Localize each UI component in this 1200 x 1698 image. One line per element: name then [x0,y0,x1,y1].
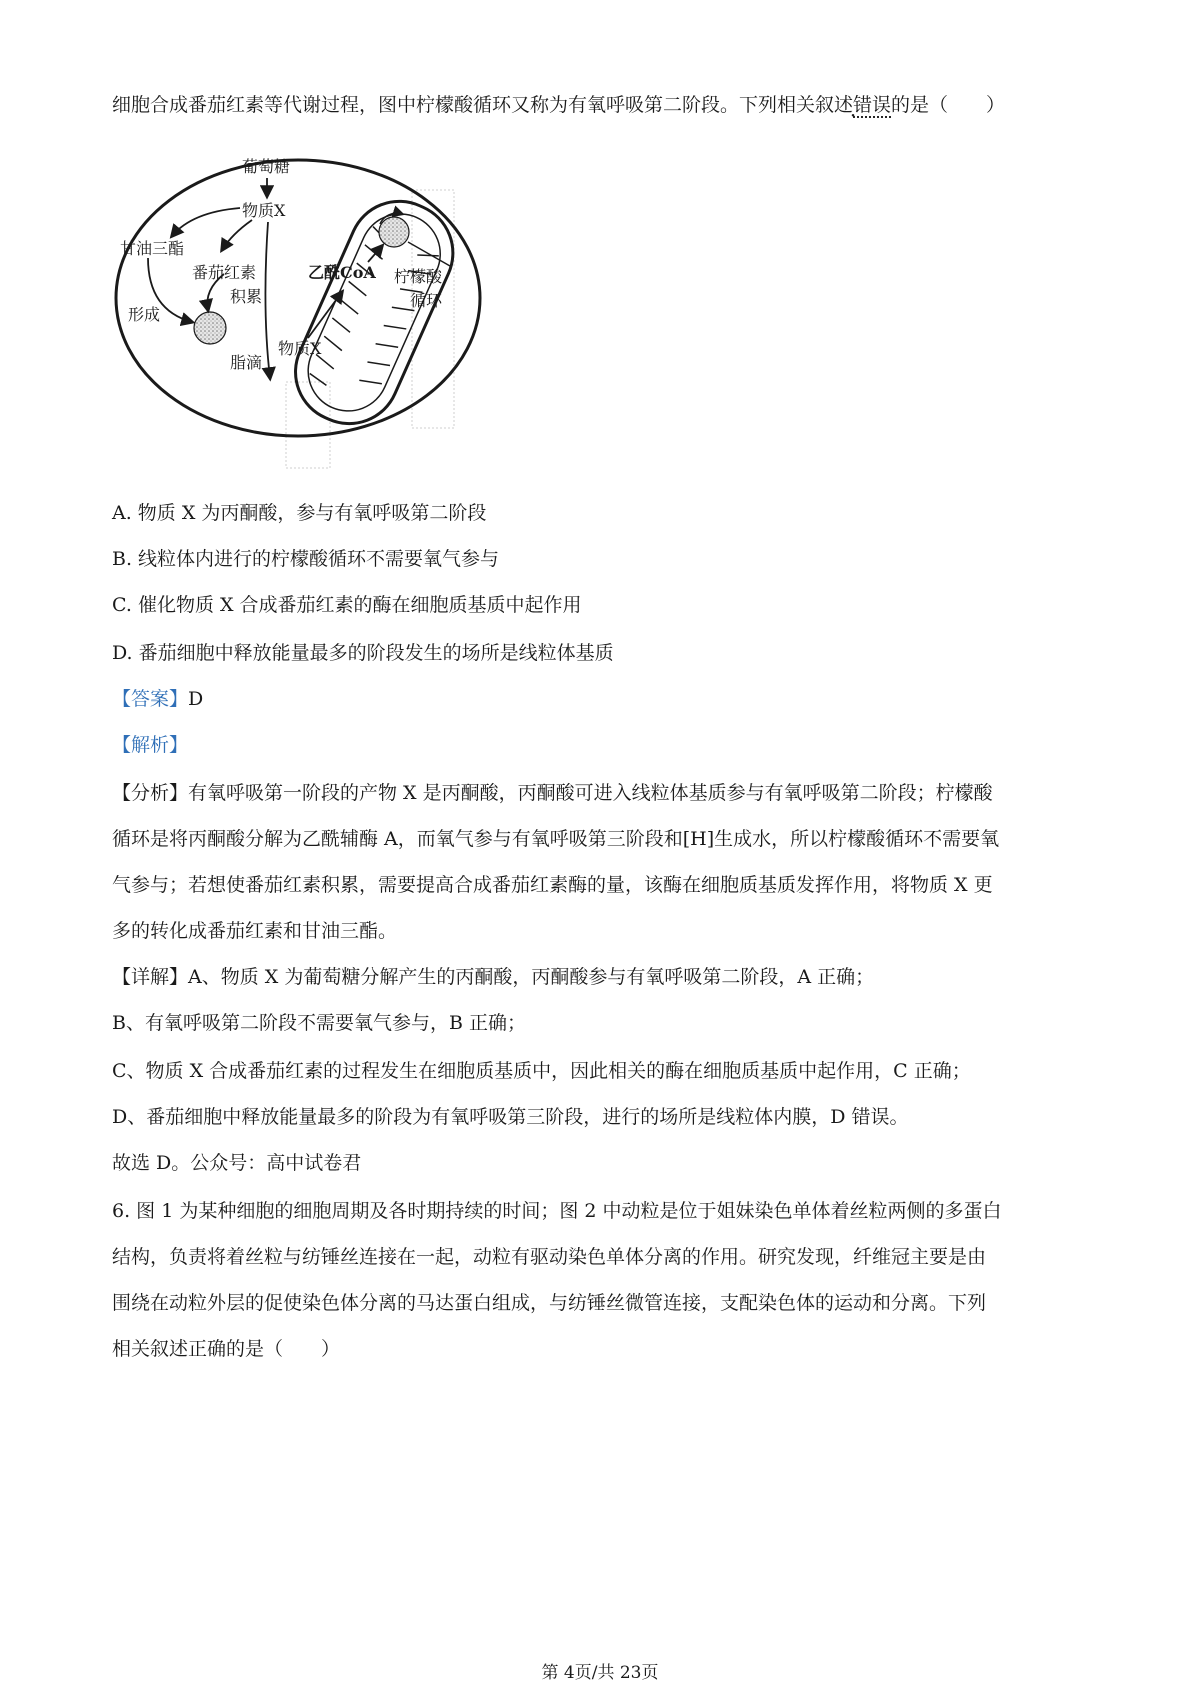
label-substance-x-top: 物质X [242,201,286,220]
citric-acid-cycle-circle [379,217,409,247]
option-b: B. 线粒体内进行的柠檬酸循环不需要氧气参与 [112,548,500,570]
lipid-droplet-circle [194,312,226,344]
arrow-x-to-acetylcoa [308,292,342,338]
diagram-svg [112,150,484,470]
label-form: 形成 [128,305,161,324]
arrow-x-into-mitochondrion [265,222,270,378]
detail-line: C、物质 X 合成番茄红素的过程发生在细胞质基质中，因此相关的酶在细胞质基质中起作用，C 正确； [112,1060,971,1082]
question-6-line: 相关叙述正确的是（ ） [112,1338,341,1360]
guide-box [286,382,330,468]
label-lycopene-2: 积累 [230,287,263,306]
stem-text-pre: 细胞合成番茄红素等代谢过程，图中柠檬酸循环又称为有氧呼吸第二阶段。下列相关叙述 [112,94,854,116]
label-substance-x-bottom: 物质X [278,339,322,358]
analysis-line: 【分析】有氧呼吸第一阶段的产物 X 是丙酮酸，丙酮酸可进入线粒体基质参与有氧呼吸第二阶段；柠檬酸 [112,782,993,804]
question-5-stem [112,92,1005,118]
detail-line: 故选 D。公众号：高中试卷君 [112,1152,362,1174]
question-6-line: 6. 图 1 为某种细胞的细胞周期及各时期持续的时间；图 2 中动粒是位于姐妹染色单体着丝粒两侧的多蛋白 [112,1200,1002,1222]
detail-line: D、番茄细胞中释放能量最多的阶段为有氧呼吸第三阶段，进行的场所是线粒体内膜，D 错误。 [112,1106,909,1128]
option-a: A. 物质 X 为丙酮酸，参与有氧呼吸第二阶段 [112,502,487,524]
answer-line [112,686,203,712]
detail-line: 【详解】A、物质 X 为葡萄糖分解产生的丙酮酸，丙酮酸参与有氧呼吸第二阶段，A 正确； [112,966,875,988]
label-citric-2: 循环 [410,291,443,310]
answer-label: 【答案】 [112,688,189,710]
question-6-line: 结构，负责将着丝粒与纺锤丝连接在一起，动粒有驱动染色单体分离的作用。研究发现，纤维冠主要是由 [112,1246,987,1268]
arrow-x-to-triglyceride [172,208,240,236]
option-c: C. 催化物质 X 合成番茄红素的酶在细胞质基质中起作用 [112,594,582,616]
analysis-line: 多的转化成番茄红素和甘油三酯。 [112,920,398,942]
answer-value: D [188,688,204,710]
label-citric-1: 柠檬酸 [394,267,443,286]
option-d: D. 番茄细胞中释放能量最多的阶段发生的场所是线粒体基质 [112,642,614,664]
label-lipid-droplet: 脂滴 [230,353,263,372]
label-glucose: 葡萄糖 [242,157,291,176]
label-triglyceride: 甘油三酯 [120,239,185,258]
arrow-x-to-lycopene [222,220,252,250]
question-6-line: 围绕在动粒外层的促使染色体分离的马达蛋白组成，与纺锤丝微管连接，支配染色体的运动和分离。下列 [112,1292,987,1314]
page-footer: 第 4页/共 23页 [541,1663,659,1683]
analysis-line: 气参与；若想使番茄红素积累，需要提高合成番茄红素酶的量，该酶在细胞质基质发挥作用，将物质 X 更 [112,874,993,896]
stem-text-post: 的是（ ） [891,94,1006,116]
analysis-line: 循环是将丙酮酸分解为乙酰辅酶 A，而氧气参与有氧呼吸第三阶段和[H]生成水，所以柠檬酸循环不需要氧 [112,828,1000,850]
detail-line: B、有氧呼吸第二阶段不需要氧气参与，B 正确； [112,1012,526,1034]
stem-emphasis: 错误 [853,94,892,116]
metabolism-diagram [112,150,484,470]
pointer-citric-label [408,242,450,266]
label-acetyl-coa: 乙酰CoA [308,263,376,282]
label-lycopene-1: 番茄红素 [192,263,257,282]
analysis-label: 【解析】 [112,734,189,756]
mitochondrion [280,185,469,439]
